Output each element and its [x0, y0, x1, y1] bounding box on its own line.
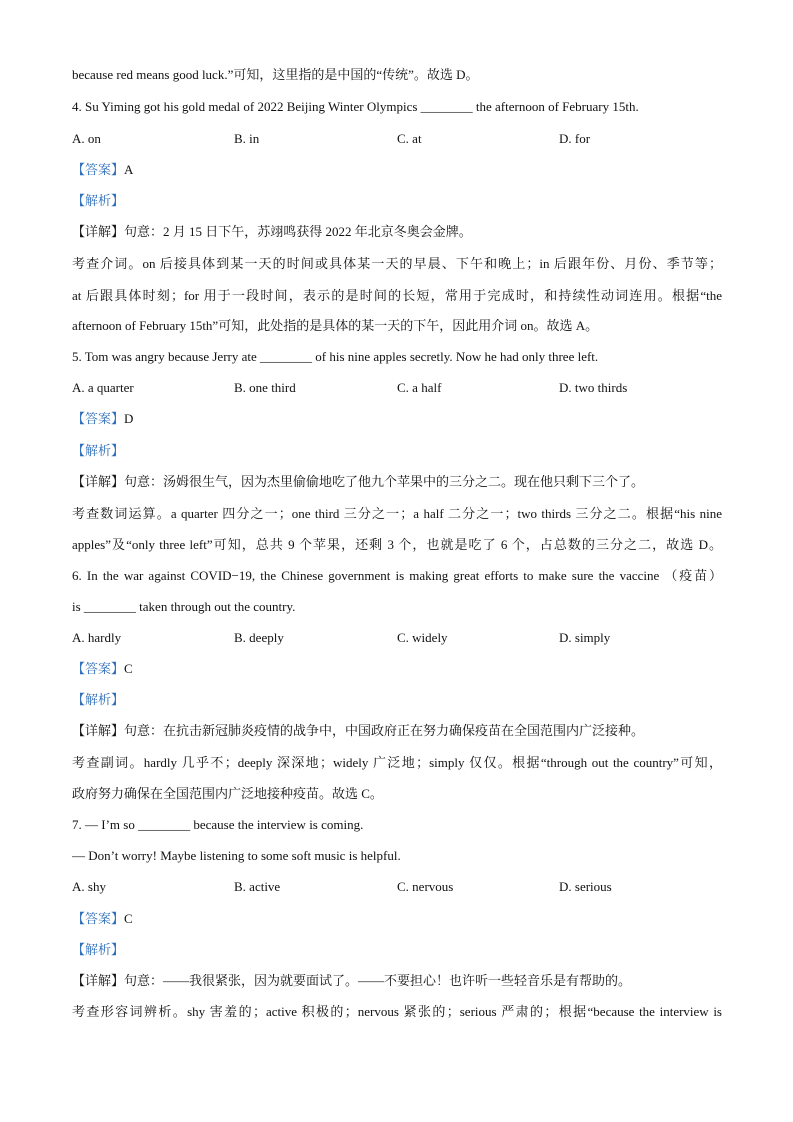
text-line: because red means good luck.”可知，这里指的是中国的“传统”。故选 D。 [72, 67, 479, 82]
option-b: B. one third [234, 380, 296, 395]
question-4-explanation-2: at 后跟具体时刻；for 用于一段时间，表示的是时间的长短，常用于完成时，和持续性动词连用。根据“the [72, 288, 722, 303]
question-6-analysis-tag: 【解析】 [72, 692, 125, 707]
option-d: D. for [559, 131, 591, 146]
option-d: D. two thirds [559, 380, 628, 395]
question-4-analysis-tag: 【解析】 [72, 193, 125, 208]
option-b: B. in [234, 131, 260, 146]
question-7-stem-1: 7. — I’m so ________ because the interview is coming. [72, 817, 364, 832]
question-4-explanation-3: afternoon of February 15th”可知，此处指的是具体的某一天的下午，因此用介词 on。故选 A。 [72, 318, 599, 333]
option-a: A. on [72, 131, 101, 146]
question-4-options [72, 128, 722, 150]
question-5-answer [72, 408, 722, 430]
answer-value: C [124, 911, 133, 926]
option-c: C. a half [397, 380, 442, 395]
question-7-options [72, 876, 722, 898]
answer-tag: 【答案】 [72, 162, 125, 177]
option-b: B. active [234, 879, 281, 894]
option-d: D. serious [559, 879, 612, 894]
answer-tag: 【答案】 [72, 661, 125, 676]
question-5-stem: 5. Tom was angry because Jerry ate ________ of his nine apples secretly. Now he had only three left. [72, 349, 599, 364]
option-a: A. shy [72, 879, 106, 894]
question-5-explanation-1: 考查数词运算。a quarter 四分之一；one third 三分之一；a half 二分之一；two thirds 三分之二。根据“his nine [72, 506, 722, 521]
option-b: B. deeply [234, 630, 284, 645]
question-5-detail: 【详解】句意：汤姆很生气，因为杰里偷偷地吃了他九个苹果中的三分之二。现在他只剩下三个了。 [72, 474, 645, 489]
question-4-stem: 4. Su Yiming got his gold medal of 2022 Beijing Winter Olympics ________ the afternoon of February 15th. [72, 99, 639, 114]
answer-value: C [124, 661, 133, 676]
question-4-detail: 【详解】句意：2 月 15 日下午，苏翊鸣获得 2022 年北京冬奥会金牌。 [72, 224, 472, 239]
question-6-detail: 【详解】句意：在抗击新冠肺炎疫情的战争中，中国政府正在努力确保疫苗在全国范围内广泛接种。 [72, 723, 645, 738]
question-4-explanation-1: 考查介词。on 后接具体到某一天的时间或具体某一天的早晨、下午和晚上；in 后跟年份、月份、季节等； [72, 256, 722, 271]
question-6-stem-2: is ________ taken through out the country. [72, 599, 296, 614]
option-a: A. a quarter [72, 380, 134, 395]
option-c: C. widely [397, 630, 448, 645]
question-7-explanation-1: 考查形容词辨析。shy 害羞的；active 积极的；nervous 紧张的；serious 严肃的；根据“because the interview is [72, 1004, 722, 1019]
answer-tag: 【答案】 [72, 411, 125, 426]
question-6-explanation-1: 考查副词。hardly 几乎不；deeply 深深地；widely 广泛地；simply 仅仅。根据“through out the country”可知， [72, 755, 722, 770]
question-4-answer [72, 159, 722, 181]
question-6-options [72, 627, 722, 649]
option-c: C. nervous [397, 879, 454, 894]
answer-value: D [124, 411, 134, 426]
question-6-answer [72, 658, 722, 680]
answer-value: A [124, 162, 134, 177]
question-7-detail: 【详解】句意：——我很紧张，因为就要面试了。——不要担心！也许听一些轻音乐是有帮助的。 [72, 973, 632, 988]
question-7-stem-2: — Don’t worry! Maybe listening to some soft music is helpful. [72, 848, 401, 863]
question-6-stem-1: 6. In the war against COVID−19, the Chinese government is making great efforts to make sure the vaccine （疫苗） [72, 568, 722, 583]
question-7-analysis-tag: 【解析】 [72, 942, 125, 957]
question-5-analysis-tag: 【解析】 [72, 443, 125, 458]
answer-tag: 【答案】 [72, 911, 125, 926]
option-a: A. hardly [72, 630, 122, 645]
option-c: C. at [397, 131, 422, 146]
question-5-explanation-2: apples”及“only three left”可知，总共 9 个苹果，还剩 3 个，也就是吃了 6 个，占总数的三分之二，故选 D。 [72, 537, 722, 552]
question-6-explanation-2: 政府努力确保在全国范围内广泛地接种疫苗。故选 C。 [72, 786, 383, 801]
option-d: D. simply [559, 630, 611, 645]
question-7-answer [72, 908, 722, 930]
question-5-options [72, 377, 722, 399]
